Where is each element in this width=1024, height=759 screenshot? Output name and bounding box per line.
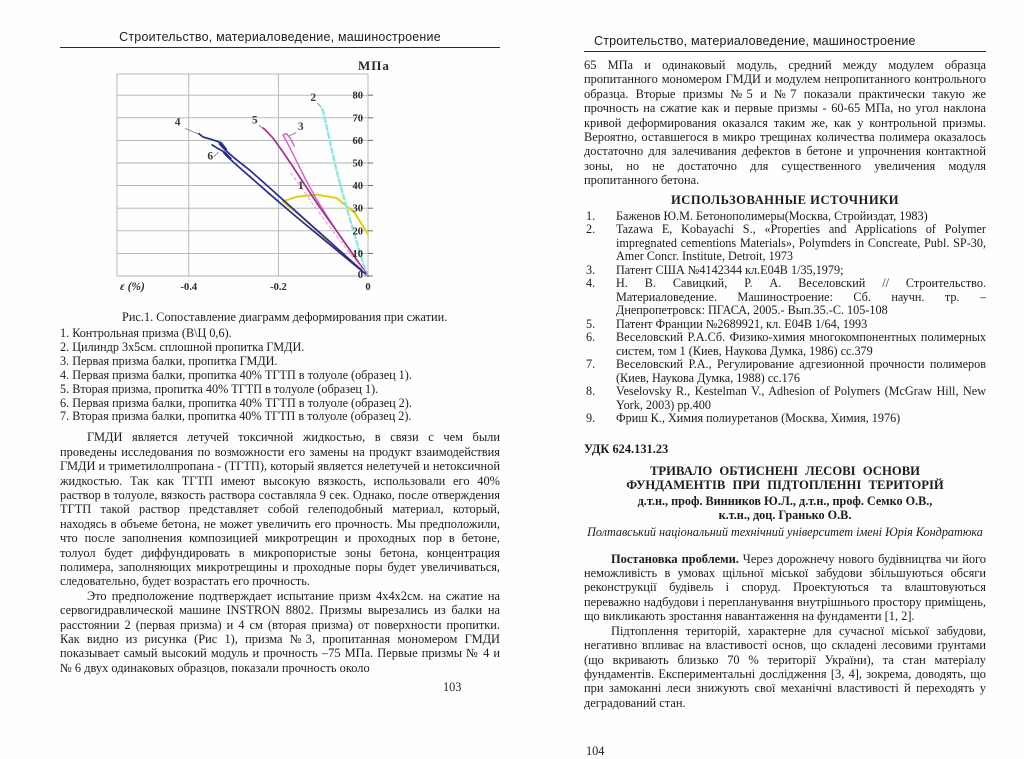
figure-caption: Рис.1. Сопоставление диаграмм деформирования при сжатии.	[122, 310, 448, 324]
svg-text:50: 50	[352, 158, 363, 170]
reference-text: Tazawa E, Kobayachi S., «Properties and Applications of Polymer impregnated cementions Materials», Polymders in Concreate, Publ. SP-30, Amer Concr. Institute, Detroit, 1973	[616, 222, 986, 264]
reference-text: Фриш К., Химия полиуретанов (Москва, Химия, 1976)	[616, 411, 901, 426]
svg-text:4: 4	[174, 116, 181, 129]
paragraph-lead-rest: Через дорожнечу нового будівництва чи його неможливість в умовах щільної міської забудови збільшуються обсяги реконструкції будівель і споруд. Проектуються та влаштовуються переважно надбудови і перепланування внутрішнього простору приміщень, що викликають зростання навантаження на фундаменти [1, 2].	[584, 551, 986, 624]
running-head-right: Строительство, материаловедение, машиностроение	[584, 34, 986, 52]
svg-text:1: 1	[297, 180, 304, 192]
left-page	[60, 30, 500, 695]
reference-text: Н. В. Савицкий, Р. А. Веселовский // Строительство. Материаловедение. Машиностроение: Сб. научн. тр. – Днепропетровск: ПГАСА, 2005.- Вып.35.-С. 105-108	[616, 276, 986, 318]
svg-text:5: 5	[251, 114, 258, 127]
figure-legend	[60, 327, 500, 424]
article-authors	[584, 494, 986, 522]
reference-number: 2.	[586, 222, 596, 237]
reference-number: 3.	[586, 262, 596, 277]
article-affiliation: Полтавський національний технічний університет імені Юрія Кондратюка	[587, 524, 983, 539]
continuation-paragraph: 65 МПа и одинаковый модуль, средний между модулем образца пропитанного мономером ГМДИ и модулем непропитанного контрольного образца. Вторые призмы №5 и №7 показали практически такую же прочность на сжатие как и первые призмы - 60-65 МПа, но угол наклона кривой деформирования оказался таким же, как у контрольной призмы. Вероятно, оставшегося в микро трещинах количества полимера оказалось достаточно для залечивания дефектов в бетоне и упрочнения контактной зоны, но не достаточно для существенного увеличения модуля пропитанного бетона.	[584, 58, 986, 188]
svg-text:2: 2	[310, 91, 317, 104]
svg-text:6: 6	[207, 150, 214, 163]
article-title-line1: ТРИВАЛО ОБТИСНЕНІ ЛЕСОВІ ОСНОВИ	[649, 463, 921, 478]
reference-number: 9.	[586, 411, 596, 426]
svg-text:0: 0	[357, 270, 363, 281]
paragraph-lead-in: Постановка проблеми.	[611, 551, 739, 566]
svg-text:0: 0	[365, 282, 371, 293]
reference-text: Веселовский Р.А.Сб. Физико-химия многокомпонентных полимерных систем, том 1 (Киев, Наукова Думка, 1986) сс.379	[616, 330, 986, 358]
page-number-left: 103	[443, 680, 462, 695]
udc-number: УДК 624.131.23	[584, 441, 669, 456]
reference-text: Veselovsky R., Kestelman V., Adhesion of Polymers (McGraw Hill, New York, 2003) pp.400	[616, 384, 986, 412]
right-page	[584, 34, 986, 759]
svg-text:10: 10	[352, 248, 363, 260]
problem-statement-paragraph	[584, 552, 986, 624]
reference-item	[584, 318, 986, 332]
svg-text:60: 60	[352, 135, 363, 147]
svg-text:40: 40	[352, 181, 363, 193]
reference-text: Патент Франции №2689921, кл. Е04В 1/64, 1993	[616, 316, 868, 331]
reference-item	[584, 210, 986, 224]
reference-item	[584, 385, 986, 412]
reference-number: 5.	[586, 316, 596, 331]
article-title	[584, 464, 986, 494]
legend-item: 4. Первая призма балки, пропитка 40% ТГТП в толуоле (образец 1).	[60, 367, 412, 382]
running-head-left: Строительство, материаловедение, машиностроение	[60, 30, 500, 48]
reference-item	[584, 277, 986, 318]
svg-text:30: 30	[352, 203, 363, 215]
reference-text: Веселовский Р.А., Регулирование адгезионной прочности полимеров (Киев, Наукова Думка, 1988) сс.176	[616, 357, 986, 385]
legend-item: 3. Первая призма балки, пропитка ГМДИ.	[60, 353, 278, 368]
reference-text: Патент США №4142344 кл.Е04В 1/35,1979;	[616, 262, 844, 277]
legend-item: 7. Вторая призма балки, пропитка 40% ТГТП в толуоле (образец 2).	[60, 409, 412, 424]
svg-text:ε (%): ε (%)	[120, 281, 145, 293]
reference-number: 6.	[586, 330, 596, 345]
legend-item: 1. Контрольная призма (В\Ц 0,6).	[60, 326, 232, 340]
reference-number: 1.	[586, 208, 596, 223]
body-paragraph-2: Это предположение подтверждает испытание призм 4х4х2см. на сжатие на сервогидравлической машине INSTRON 8802. Призмы вырезались из балки на расстоянии 2 (первая призма) и 4 см (вторая призма) от поверхности пропитки. Как видно из рисунка (Рис 1), призма №3, пропитанная мономером ГМДИ показывает самый высокий модуль и прочность –75 МПа. Первые призмы № 4 и № 6 двух одинаковых образцов, показали прочность около	[60, 588, 500, 675]
svg-text:20: 20	[352, 226, 363, 238]
reference-number: 7.	[586, 357, 596, 372]
reference-text: Баженов Ю.М. Бетонополимеры(Москва, Стройиздат, 1983)	[616, 208, 928, 223]
flooding-paragraph: Підтоплення територій, характерне для сучасної міської забудови, негативно впливає на властивості основ, що складені лесовими ґрунтами (що вкривають близько 70 % території України), та стан матеріалу фундаментів. Експериментальні дослідження [3, 4], зокрема, доводять, що при замоканні леси знижують свої механічні властивості й переходять у деградований стан.	[584, 623, 986, 710]
article-title-line2: ФУНДАМЕНТІВ ПРИ ПІДТОПЛЕННІ ТЕРИТОРІЙ	[626, 478, 944, 493]
reference-number: 4.	[586, 276, 596, 291]
reference-item	[584, 264, 986, 278]
svg-text:3: 3	[297, 121, 304, 134]
svg-text:МПа: МПа	[358, 58, 390, 73]
reference-number: 8.	[586, 384, 596, 399]
legend-item: 5. Вторая призма, пропитка 40% ТГТП в толуоле (образец 1).	[60, 381, 379, 396]
svg-text:-0.2: -0.2	[270, 282, 287, 293]
body-paragraph-1: ГМДИ является летучей токсичной жидкостью, в связи с чем были проведены исследования по возможности его замены на продукт взаимодействия ГМДИ и триметилолпропана - (ТГТП), который является нелетучей и нетоксичной жидкостью. Так как ТГТП имеют высокую вязкость, использовали его 40% раствор в толуоле, вязкость раствора составляла 9 сек. Однако, после отверждения ТГТП такой раствор представляет собой гелеподобный материал, который, находясь в объеме бетона, не может увеличить его прочность. Мы предположили, что после заполнения композицией микротрещин и проходных пор в бетоне, толуол будет диффундировать в микропористые зоны бетона, концентрация полимера, заполняющих микротрещины и проходные поры будет увеличиваться, следовательно, будет возрастать его прочность.	[60, 430, 500, 589]
reference-item	[584, 223, 986, 264]
stress-strain-chart	[102, 58, 402, 308]
legend-item: 6. Первая призма балки, пропитка 40% ТГТП в толуоле (образец 2).	[60, 395, 412, 410]
svg-text:80: 80	[352, 90, 363, 102]
references-list	[584, 210, 986, 426]
references-heading: ИСПОЛЬЗОВАННЫЕ ИСТОЧНИКИ	[670, 192, 900, 207]
chart-curves	[199, 107, 368, 277]
reference-item	[584, 331, 986, 358]
legend-item: 2. Цилиндр 3х5см. сплошной пропитка ГМДИ.	[60, 339, 305, 354]
figure-1	[102, 58, 402, 308]
article-authors-line1: д.т.н., проф. Винников Ю.Л., д.т.н., проф. Семко О.В.,	[637, 494, 933, 509]
svg-text:70: 70	[352, 113, 363, 125]
article-authors-line2: к.т.н., доц. Гранько О.В.	[718, 508, 852, 523]
svg-text:-0.4: -0.4	[180, 282, 198, 293]
reference-item	[584, 412, 986, 426]
page-number-right: 104	[586, 744, 605, 759]
reference-item	[584, 358, 986, 385]
